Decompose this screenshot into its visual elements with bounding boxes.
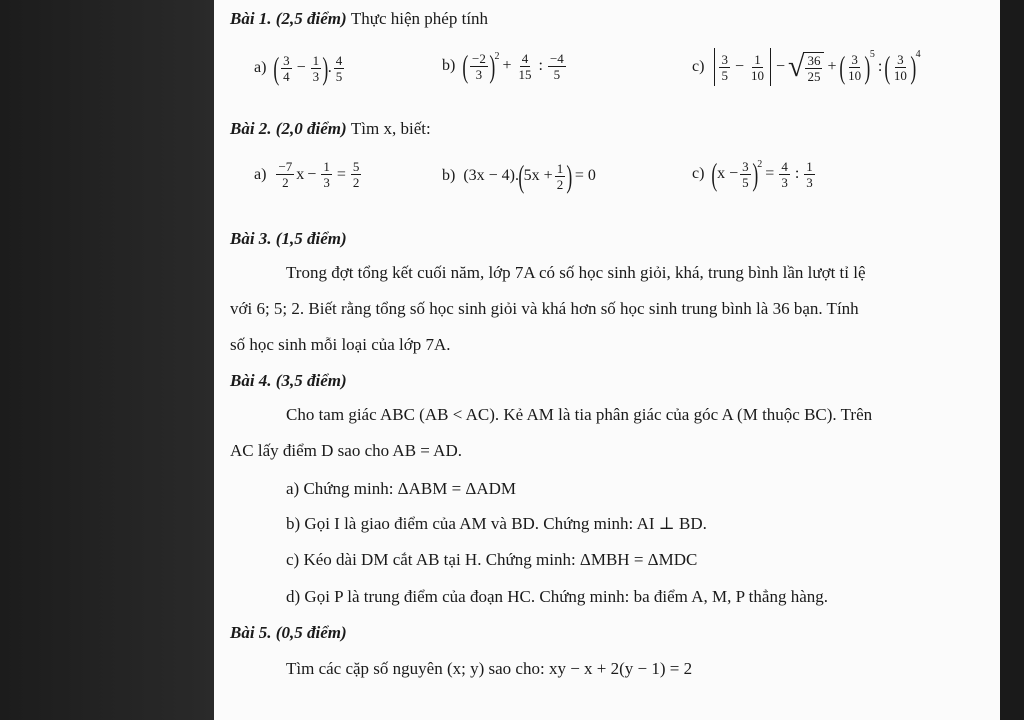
bai1-title: Bài 1. (2,5 điểm)	[230, 9, 347, 28]
bai1-a-label: a)	[254, 59, 267, 76]
bai1-c-label: c)	[692, 58, 705, 75]
bai2-instruction: Tìm x, biết:	[350, 119, 431, 138]
bai4-title: Bài 4. (3,5 điểm)	[230, 371, 347, 390]
bai1-instruction: Thực hiện phép tính	[350, 9, 489, 28]
fraction: −2 3	[471, 50, 486, 82]
bai2-b-label: b)	[442, 167, 456, 184]
bai4-item-a: a) Chứng minh: ΔABM = ΔADM	[286, 479, 517, 498]
bai4-line-1: Cho tam giác ABC (AB < AC). Kẻ AM là tia phân giác của góc A (M thuộc BC). Trên	[286, 405, 873, 424]
fraction: $\frac{4}{15}$	[518, 50, 532, 82]
bai2-a-label: a)	[254, 165, 267, 183]
bai4-line-2: AC lấy điểm D sao cho AB = AD.	[230, 441, 462, 460]
bai1-b-expression: b) ( −2 3 ) 2 + $\frac{4}{15}$ : −4 5	[442, 48, 564, 84]
fraction: −4 5	[549, 50, 564, 82]
worksheet-page	[214, 0, 1000, 720]
bai5-title: Bài 5. (0,5 điểm)	[230, 623, 347, 642]
bai3-line-1: Trong đợt tổng kết cuối năm, lớp 7A có số học sinh giỏi, khá, trung bình lần lượt tỉ lệ	[286, 263, 866, 282]
bai4-item-c: c) Kéo dài DM cắt AB tại H. Chứng minh: ΔMBH = ΔMDC	[286, 550, 698, 569]
bai1-heading	[230, 10, 488, 27]
fraction: 4 5	[335, 52, 343, 84]
bai3-title: Bài 3. (1,5 điểm)	[230, 229, 347, 248]
bai2-b-expression: b) (3x − 4). ( 5x + $\frac{1}{2}$ ) = 0	[442, 158, 596, 194]
right-dark-margin	[1000, 0, 1024, 720]
bai4-item-d: d) Gọi P là trung điểm của đoạn HC. Chứng minh: ba điểm A, M, P thẳng hàng.	[286, 587, 828, 606]
bai4-item-b: b) Gọi I là giao điểm của AM và BD. Chứng minh: AI ⊥ BD.	[286, 514, 707, 533]
bai5-line: Tìm các cặp số nguyên (x; y) sao cho: xy − x + 2(y − 1) = 2	[286, 659, 693, 678]
fraction: 3 4	[283, 52, 290, 84]
fraction: $\frac{1}{3}$	[312, 52, 320, 84]
bai1-c-expression: c) 3 5 − $\frac{1}{10}$ − √ $\frac{36}{25}$ + ( 3 10 ) 5 : ( 3 10 ) 4	[692, 49, 921, 85]
bai1-a-expression: a) ( 3 4 − $\frac{1}{3}$ ) . 4 5	[254, 50, 343, 86]
bai2-heading	[230, 120, 431, 137]
bai2-a-expression: a) −7 2 x − $\frac{1}{3}$ = $\frac{5}{2}$	[254, 159, 360, 190]
left-dark-margin	[0, 0, 214, 720]
bai1-b-label: b)	[442, 57, 456, 74]
bai2-c-label: c)	[692, 165, 705, 182]
bai3-line-2: với 6; 5; 2. Biết rằng tổng số học sinh giỏi và khá hơn số học sinh trung bình là 36 bạn. Tính	[230, 299, 859, 318]
bai3-line-3: số học sinh mỗi loại của lớp 7A.	[230, 335, 451, 354]
bai2-c-expression: c) ( x − $\frac{3}{5}$ ) 2 = $\frac{4}{3}$ : 1 3	[692, 156, 813, 192]
square-root: √ $\frac{36}{25}$	[788, 52, 824, 83]
absolute-value: 3 5 − $\frac{1}{10}$	[714, 48, 771, 86]
bai2-title: Bài 2. (2,0 điểm)	[230, 119, 347, 138]
